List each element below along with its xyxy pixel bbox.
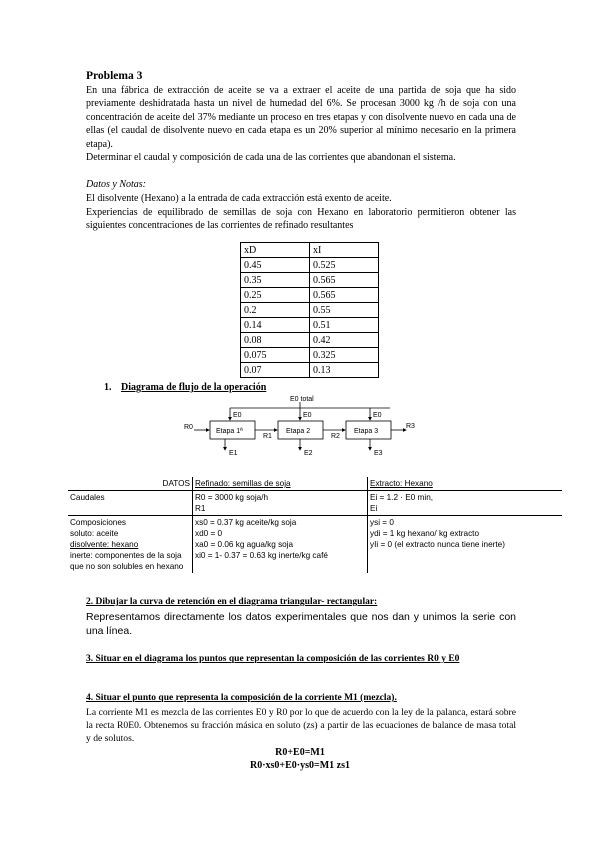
section3-title: 3. Situar en el diagrama los puntos que representan la composición de las corrientes R0 y E0 — [86, 654, 460, 664]
caudales-label — [68, 491, 193, 516]
section2-body: Representamos directamente los datos experimentales que nos dan y unimos la serie con una línea. — [86, 611, 516, 637]
equation-solute-balance: R0·xs0+E0·ys0=M1 zs1 — [249, 760, 350, 771]
comp-label-1: Composiciones — [70, 518, 126, 527]
cell-xd: 0.14 — [241, 318, 310, 333]
cell-xd: 0.45 — [241, 258, 310, 273]
r2-label: R2 — [331, 433, 340, 440]
e3-label: E3 — [374, 450, 383, 457]
header-datos: DATOS — [68, 477, 193, 491]
caudales-ref-1: R0 = 3000 kg soja/h — [195, 493, 269, 502]
table-header-row — [241, 243, 379, 258]
stage1-label: Etapa 1ª — [216, 428, 243, 435]
table-row — [241, 303, 379, 318]
comp-ref-2: xd0 = 0 — [195, 529, 223, 538]
cell-xd: 0.35 — [241, 273, 310, 288]
e1-label: E1 — [229, 450, 238, 457]
note-solvent: El disolvente (Hexano) a la entrada de cada extracción está exento de aceite. — [86, 193, 392, 204]
cell-xi: 0.13 — [310, 363, 379, 378]
column-header-xd: xD — [241, 243, 310, 258]
section4-body: La corriente M1 es mezcla de las corrientes E0 y R0 por lo que de acuerdo con la ley de la palanca, estará sobre la recta R0E0. Obtenemos su fracción másica en soluto (zs) a partir de las ecuaciones de balance de masa total y de solutos. — [86, 707, 516, 745]
table-row — [241, 318, 379, 333]
notes-heading: Datos y Notas: — [86, 179, 146, 190]
problem-task: Determinar el caudal y composición de cada una de las corrientes que abandonan el sistema. — [86, 152, 456, 163]
comp-ext-1: ysi = 0 — [370, 518, 394, 527]
cell-xd: 0.2 — [241, 303, 310, 318]
composiciones-label — [68, 516, 193, 574]
composiciones-refinado — [193, 516, 368, 574]
table-row — [241, 363, 379, 378]
composiciones-extracto — [368, 516, 563, 574]
section4-title: 4. Situar el punto que representa la composición de la corriente M1 (mezcla). — [86, 693, 397, 703]
table-row — [241, 333, 379, 348]
cell-xd: 0.075 — [241, 348, 310, 363]
equation-total-balance: R0+E0=M1 — [275, 747, 325, 758]
caudales-label-text: Caudales — [70, 493, 105, 502]
table-row — [241, 273, 379, 288]
problem-title: Problema 3 — [86, 70, 143, 82]
datos-row-caudales — [68, 491, 562, 516]
problem-intro: En una fábrica de extracción de aceite se va a extraer el aceite de una partida de soja que ha sido previamente deshidratada hasta un nivel de humedad del 6%. Se procesan 3000 kg /h de soja con una concentración de aceite del 37% mediante un proceso en tres etapas y con disolvente nuevo en cada una de ellas (el caudal de disolvente nuevo en cada etapa es un 20% superior al mínimo necesario en la primera etapa). — [86, 85, 516, 150]
caudales-ext-1: Ei = 1.2 · E0 min, — [370, 493, 434, 502]
cell-xi: 0.565 — [310, 273, 379, 288]
r1-label: R1 — [263, 433, 272, 440]
comp-ref-4: xi0 = 1- 0.37 = 0.63 kg inerte/kg café — [195, 551, 328, 560]
equilibrium-table — [240, 242, 379, 378]
cell-xi: 0.525 — [310, 258, 379, 273]
r0-label: R0 — [184, 424, 193, 431]
comp-ref-3: xa0 = 0.06 kg agua/kg soja — [195, 540, 294, 549]
stage3-label: Etapa 3 — [354, 428, 379, 435]
e0-label-3: E0 — [373, 412, 382, 419]
cell-xi: 0.55 — [310, 303, 379, 318]
cell-xd: 0.25 — [241, 288, 310, 303]
comp-label-2: soluto: aceite — [70, 529, 119, 538]
datos-header-row — [68, 477, 562, 491]
section1-title: Diagrama de flujo de la operación — [121, 382, 267, 393]
caudales-ref-2: R1 — [195, 504, 206, 513]
column-header-xi: xI — [310, 243, 379, 258]
table-row — [241, 348, 379, 363]
cell-xi: 0.42 — [310, 333, 379, 348]
caudales-refinado — [193, 491, 368, 516]
section2-title: 2. Dibujar la curva de retención en el diagrama triangular- rectangular: — [86, 597, 378, 607]
datos-table — [68, 477, 562, 573]
cell-xi: 0.325 — [310, 348, 379, 363]
cell-xi: 0.565 — [310, 288, 379, 303]
comp-label-4: inerte: componentes de la soja que no son solubles en hexano — [70, 551, 184, 571]
e0-label-2: E0 — [303, 412, 312, 419]
header-refinado: Refinado: semillas de soja — [193, 477, 368, 491]
r3-label: R3 — [406, 423, 415, 430]
cell-xd: 0.08 — [241, 333, 310, 348]
cell-xd: 0.07 — [241, 363, 310, 378]
stage2-label: Etapa 2 — [286, 428, 311, 435]
cell-xi: 0.51 — [310, 318, 379, 333]
table-row — [241, 258, 379, 273]
comp-label-3: disolvente: hexano — [70, 540, 139, 549]
e2-label: E2 — [304, 450, 313, 457]
header-extracto: Extracto: Hexano — [368, 477, 563, 491]
flow-diagram — [180, 394, 420, 458]
section1-number: 1. — [104, 382, 112, 393]
caudales-extracto — [368, 491, 563, 516]
e0-total-label: E0 total — [290, 396, 314, 403]
datos-row-composiciones — [68, 516, 562, 574]
caudales-ext-2: Ei — [370, 504, 378, 513]
e0-label-1: E0 — [233, 412, 242, 419]
comp-ref-1: xs0 = 0.37 kg aceite/kg soja — [195, 518, 297, 527]
note-experiments: Experiencias de equilibrado de semillas de soja con Hexano en laboratorio permitieron obtener las siguientes concentraciones de las corrientes de refinado resultantes — [86, 207, 516, 232]
comp-ext-2: ydi = 1 kg hexano/ kg extracto — [370, 529, 480, 538]
table-row — [241, 288, 379, 303]
comp-ext-3: yIi = 0 (el extracto nunca tiene inerte) — [370, 540, 505, 549]
